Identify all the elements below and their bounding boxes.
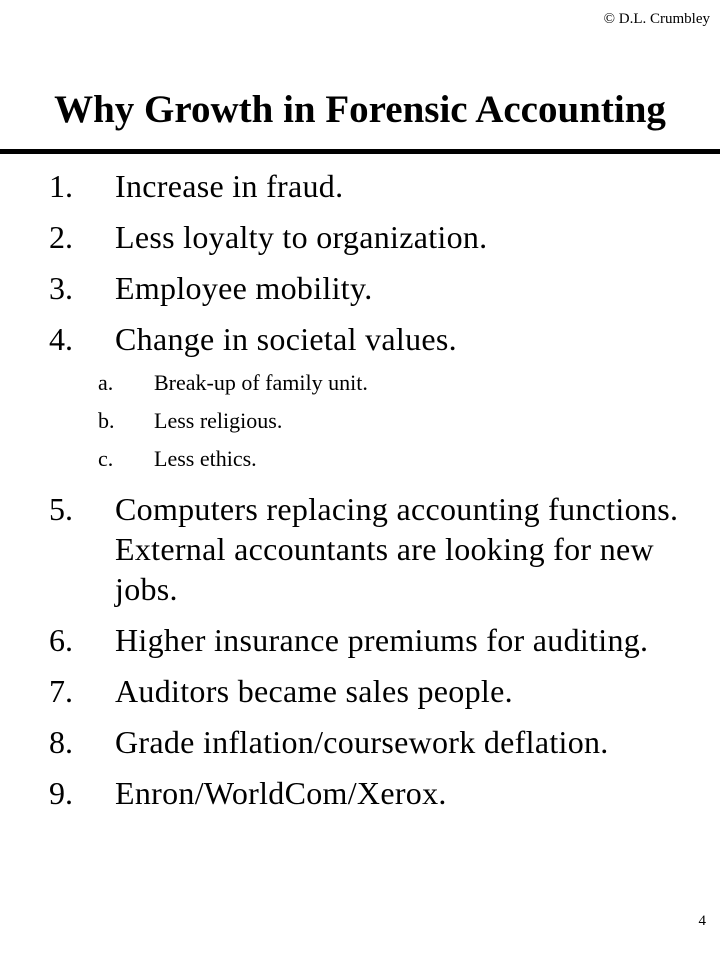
list-item-text: Auditors became sales people. [115, 673, 513, 709]
list-item [0, 217, 720, 257]
slide-title: Why Growth in Forensic Accounting [54, 88, 666, 131]
list-item-number: 7. [49, 673, 73, 709]
list-item [0, 489, 720, 609]
list-item-text: Computers replacing accounting functions. External accountants are looking for new jobs. [115, 491, 679, 607]
list-item-number: 3. [49, 270, 73, 306]
sub-list-item [0, 443, 720, 475]
list-item-text: Increase in fraud. [115, 168, 344, 204]
list-item-text: Less loyalty to organization. [115, 219, 488, 255]
list-item-number: 6. [49, 622, 73, 658]
sub-list-item [0, 405, 720, 437]
list-item-text: Enron/WorldCom/Xerox. [115, 775, 447, 811]
list-item [0, 319, 720, 359]
copyright-notice: © D.L. Crumbley [603, 11, 710, 27]
sub-list-item-text: Less ethics. [154, 446, 257, 471]
list-item-number: 1. [49, 168, 73, 204]
list-item-number: 8. [49, 724, 73, 760]
sub-list-item-letter: c. [98, 446, 114, 471]
sub-list-item-letter: a. [98, 370, 114, 395]
list-item-text: Employee mobility. [115, 270, 373, 306]
list-item [0, 166, 720, 206]
list-item [0, 620, 720, 660]
list-item-number: 9. [49, 775, 73, 811]
sub-list-item-text: Less religious. [154, 408, 283, 433]
sub-list-item [0, 367, 720, 399]
list-item [0, 671, 720, 711]
sub-list-item-letter: b. [98, 408, 115, 433]
reasons-list [0, 166, 720, 824]
sub-list-item-text: Break-up of family unit. [154, 370, 368, 395]
title-divider [0, 149, 720, 154]
list-item [0, 722, 720, 762]
page-number: 4 [698, 913, 706, 929]
list-item-number: 2. [49, 219, 73, 255]
list-item [0, 268, 720, 308]
list-item-number: 5. [49, 491, 73, 527]
list-item-text: Change in societal values. [115, 321, 457, 357]
list-item-text: Higher insurance premiums for auditing. [115, 622, 649, 658]
list-item-number: 4. [49, 321, 73, 357]
list-item [0, 773, 720, 813]
list-item-text: Grade inflation/coursework deflation. [115, 724, 609, 760]
